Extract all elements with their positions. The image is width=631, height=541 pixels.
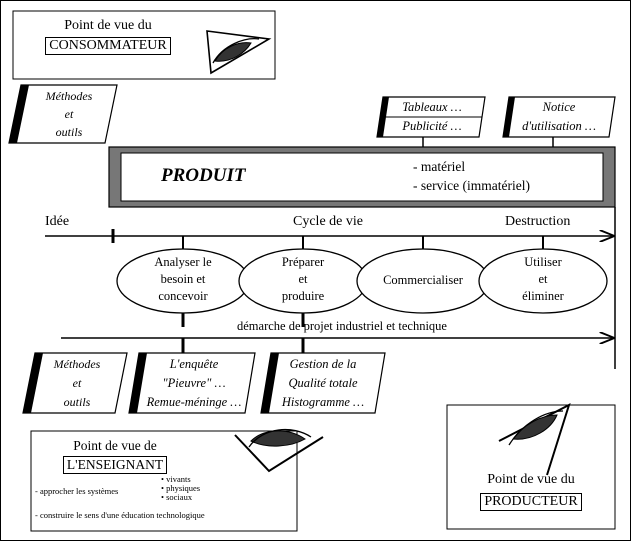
methods-top-line3: outils — [55, 125, 83, 139]
phase-commercialise-line1: Commercialiser — [383, 273, 463, 287]
producer-title: Point de vue du — [487, 472, 575, 487]
teacher-sub-living: • vivants — [161, 474, 191, 484]
phase-use-line3: éliminer — [522, 289, 564, 303]
phase-analyse-line3: concevoir — [158, 289, 208, 303]
teacher-title: Point de vue de — [73, 438, 157, 453]
phase-analyse — [119, 254, 247, 305]
tools-bottom-2-line3: Histogramme … — [281, 395, 365, 409]
tag-top-2-line1: Notice — [542, 100, 576, 114]
phase-prepare — [239, 254, 367, 305]
tag-top-1-line2: Publicité … — [402, 119, 462, 133]
tools-bottom-2 — [267, 355, 379, 412]
teacher-subsystems — [161, 475, 200, 502]
product-item-material: - matériel — [413, 159, 466, 174]
phase-prepare-line1: Préparer — [281, 255, 325, 269]
phase-use-line1: Utiliser — [524, 255, 562, 269]
teacher-viewpoint — [45, 437, 185, 474]
tools-bottom-2-line1: Gestion de la — [289, 357, 357, 371]
teacher-label: L'ENSEIGNANT — [63, 456, 167, 474]
tools-bottom-1-line2: "Pieuvre" … — [162, 376, 226, 390]
methods-bottom — [37, 355, 117, 412]
methods-top-line1: Méthodes — [45, 89, 93, 103]
consumer-eye-icon — [207, 31, 269, 73]
phase-analyse-line1: Analyser le — [154, 255, 212, 269]
product-items — [413, 157, 530, 195]
phase-prepare-line3: produire — [281, 289, 325, 303]
phase-commercialise — [359, 272, 487, 289]
teacher-line-systems: - approcher les systèmes — [35, 486, 119, 496]
teacher-sub-social: • sociaux — [161, 491, 193, 502]
teacher-eye-icon — [235, 430, 323, 471]
consumer-title: Point de vue du — [64, 18, 152, 33]
tools-bottom-1-line1: L'enquête — [169, 357, 219, 371]
tools-bottom-2-line2: Qualité totale — [288, 376, 358, 390]
tag-top-1 — [385, 98, 479, 136]
tag-top-2 — [509, 98, 609, 136]
teacher-line-meaning: - construire le sens d'une éducation technologique — [35, 510, 205, 520]
teacher-sub-physical: • physiques — [161, 482, 201, 493]
product-item-service: - service (immatériel) — [413, 178, 530, 193]
methods-bottom-line3: outils — [63, 395, 91, 409]
tag-top-2-line2: d'utilisation … — [522, 119, 596, 133]
methods-bottom-line2: et — [72, 376, 82, 390]
consumer-label: CONSOMMATEUR — [45, 37, 170, 55]
methods-bottom-line1: Méthodes — [53, 357, 101, 371]
tag-top-1-line1: Tableaux … — [402, 100, 462, 114]
lifecycle-start: Idée — [45, 214, 70, 229]
product-title: PRODUIT — [161, 165, 246, 186]
producer-viewpoint — [453, 471, 609, 511]
phase-use-line2: et — [538, 272, 548, 286]
methods-top-line2: et — [64, 107, 74, 121]
lifecycle-end: Destruction — [505, 214, 571, 229]
phase-prepare-line2: et — [298, 272, 308, 286]
approach-label: démarche de projet industriel et technique — [237, 319, 447, 333]
phase-analyse-line2: besoin et — [160, 272, 206, 286]
tools-bottom-1 — [139, 355, 249, 412]
tools-bottom-1-line3: Remue-méninge … — [146, 395, 242, 409]
producer-label: PRODUCTEUR — [480, 493, 581, 511]
consumer-viewpoint — [15, 17, 201, 55]
methods-top — [29, 87, 109, 141]
phase-use — [479, 254, 607, 305]
producer-eye-icon — [499, 405, 569, 475]
lifecycle-middle: Cycle de vie — [293, 214, 363, 229]
